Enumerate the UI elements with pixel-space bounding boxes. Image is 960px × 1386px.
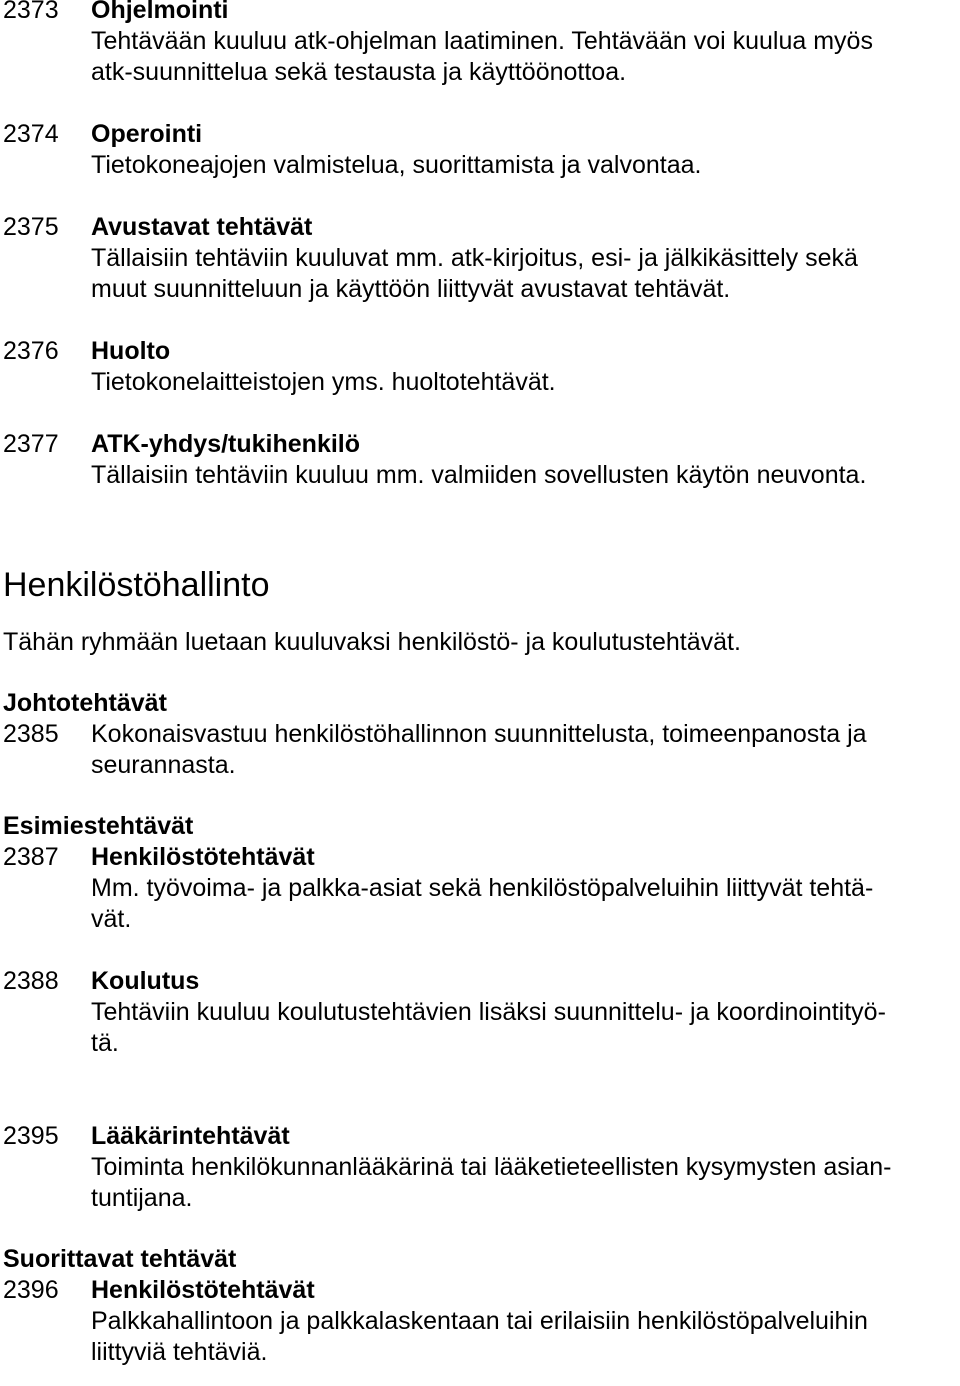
section-intro: Tähän ryhmään luetaan kuuluvaksi henkilöstö- ja koulutustehtävät.: [3, 628, 741, 656]
entry-body: [91, 842, 958, 935]
document-page: [3, 0, 958, 1368]
entry-title: Ohjelmointi: [91, 0, 229, 24]
entry-line: seurannasta.: [91, 751, 236, 779]
entry-body: [91, 429, 958, 491]
entry-body: [91, 1121, 958, 1214]
entry-code: 2396: [3, 1276, 59, 1304]
entry-line: Tietokonelaitteistojen yms. huoltotehtävät.: [91, 368, 556, 396]
group-heading-suorittavat: Suorittavat tehtävät: [3, 1245, 237, 1273]
entry-2376: [3, 336, 958, 398]
entry-2395: [3, 1121, 958, 1214]
entry-line: Tietokoneajojen valmistelua, suorittamista ja valvontaa.: [91, 151, 702, 179]
group-heading-esimies: Esimiestehtävät: [3, 812, 194, 840]
entry-2396: [3, 1275, 958, 1368]
entry-line: Palkkahallintoon ja palkkalaskentaan tai erilaisiin henkilöstöpalveluihin: [91, 1307, 868, 1335]
entry-body: [91, 966, 958, 1059]
entry-title: Henkilöstötehtävät: [91, 1276, 315, 1304]
entry-body: [91, 1275, 958, 1368]
entry-title: ATK-yhdys/tukihenkilö: [91, 430, 361, 458]
entry-line: Tehtävään kuuluu atk-ohjelman laatiminen. Tehtävään voi kuulua myös: [91, 27, 873, 55]
entry-2374: [3, 119, 958, 181]
entry-code: 2388: [3, 967, 59, 995]
entry-title: Avustavat tehtävät: [91, 213, 313, 241]
entry-2377: [3, 429, 958, 491]
entry-2373: [3, 0, 958, 88]
entry-2387: [3, 842, 958, 935]
entry-title: Huolto: [91, 337, 171, 365]
entry-code: 2387: [3, 843, 59, 871]
entry-code: 2377: [3, 430, 59, 458]
entry-line: Tällaisiin tehtäviin kuuluvat mm. atk-kirjoitus, esi- ja jälkikäsittely sekä: [91, 244, 858, 272]
entry-title: Operointi: [91, 120, 203, 148]
entry-code: 2375: [3, 213, 59, 241]
section-title: Henkilöstöhallinto: [3, 566, 270, 604]
entry-body: [91, 719, 958, 781]
entry-title: Koulutus: [91, 967, 200, 995]
entry-line: Kokonaisvastuu henkilöstöhallinnon suunnittelusta, toimeenpanosta ja: [91, 720, 867, 748]
entry-code: 2374: [3, 120, 59, 148]
entry-line: tuntijana.: [91, 1184, 193, 1212]
entry-body: [91, 0, 958, 88]
entry-body: [91, 212, 958, 305]
entry-line: liittyviä tehtäviä.: [91, 1338, 268, 1366]
entry-line: vät.: [91, 905, 132, 933]
entry-2385: [3, 719, 958, 781]
entry-line: Tehtäviin kuuluu koulutustehtävien lisäksi suunnittelu- ja koordinointityö-: [91, 998, 886, 1026]
entry-body: [91, 336, 958, 398]
entry-code: 2373: [3, 0, 59, 24]
entry-line: tä.: [91, 1029, 119, 1057]
entry-2388: [3, 966, 958, 1059]
entry-body: [91, 119, 958, 181]
entry-line: Mm. työvoima- ja palkka-asiat sekä henkilöstöpalveluihin liittyvät tehtä-: [91, 874, 874, 902]
entry-code: 2385: [3, 720, 59, 748]
entry-title: Henkilöstötehtävät: [91, 843, 315, 871]
entry-line: Tällaisiin tehtäviin kuuluu mm. valmiiden sovellusten käytön neuvonta.: [91, 461, 867, 489]
entry-code: 2395: [3, 1122, 59, 1150]
entry-2375: [3, 212, 958, 305]
entry-line: Toiminta henkilökunnanlääkärinä tai lääketieteellisten kysymysten asian-: [91, 1153, 892, 1181]
entry-title: Lääkärintehtävät: [91, 1122, 290, 1150]
entry-code: 2376: [3, 337, 59, 365]
entry-line: muut suunnitteluun ja käyttöön liittyvät avustavat tehtävät.: [91, 275, 731, 303]
entry-line: atk-suunnittelua sekä testausta ja käyttöönottoa.: [91, 58, 627, 86]
group-heading-johto: Johtotehtävät: [3, 689, 167, 717]
